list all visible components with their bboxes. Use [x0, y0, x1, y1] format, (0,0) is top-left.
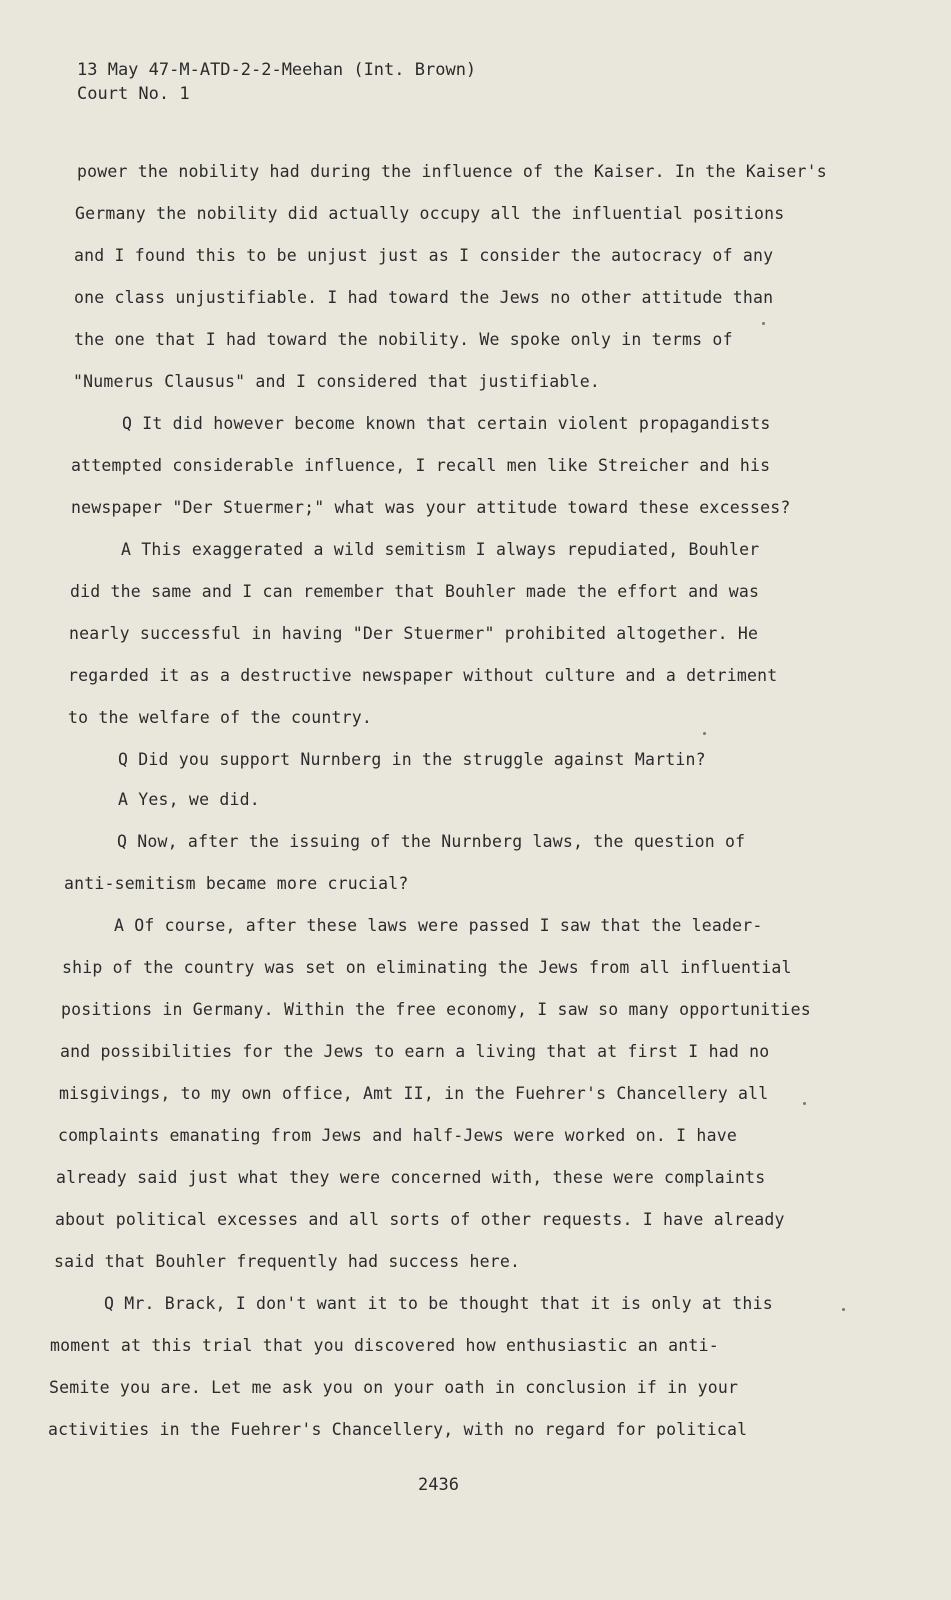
paper-speck	[703, 732, 706, 735]
transcript-line: and I found this to be unjust just as I consider the autocracy of any	[74, 246, 774, 265]
transcript-line: A This exaggerated a wild semitism I always repudiated, Bouhler	[121, 540, 760, 559]
transcript-line: to the welfare of the country.	[68, 708, 373, 727]
transcript-line: Q Did you support Nurnberg in the struggle against Martin?	[118, 750, 706, 769]
transcript-line: regarded it as a destructive newspaper without culture and a detriment	[68, 666, 778, 685]
transcript-line: ship of the country was set on eliminating the Jews from all influential	[62, 958, 792, 977]
transcript-line: Germany the nobility did actually occupy all the influential positions	[75, 204, 785, 223]
transcript-line: attempted considerable influence, I recall men like Streicher and his	[71, 456, 771, 475]
header-line-2: Court No. 1	[77, 84, 190, 104]
transcript-line: and possibilities for the Jews to earn a living that at first I had no	[60, 1042, 770, 1061]
transcript-line: nearly successful in having "Der Stuermer" prohibited altogether. He	[69, 624, 759, 643]
paper-speck	[803, 1102, 806, 1105]
transcript-line: A Yes, we did.	[118, 790, 260, 809]
transcript-line: the one that I had toward the nobility. We spoke only in terms of	[74, 330, 733, 349]
transcript-line: complaints emanating from Jews and half-Jews were worked on. I have	[58, 1126, 737, 1145]
transcript-line: anti-semitism became more crucial?	[64, 874, 409, 893]
transcript-line: newspaper "Der Stuermer;" what was your attitude toward these excesses?	[71, 498, 791, 517]
transcript-line: did the same and I can remember that Bouhler made the effort and was	[70, 582, 760, 601]
transcript-line: Q It did however become known that certain violent propagandists	[122, 414, 771, 433]
paper-speck	[842, 1308, 845, 1311]
transcript-line: one class unjustifiable. I had toward the Jews no other attitude than	[74, 288, 774, 307]
page-number: 2436	[418, 1475, 459, 1495]
transcript-line: misgivings, to my own office, Amt II, in the Fuehrer's Chancellery all	[59, 1084, 769, 1103]
paper-speck	[762, 322, 765, 325]
transcript-line: A Of course, after these laws were passed I saw that the leader-	[114, 916, 763, 935]
transcript-line: Q Mr. Brack, I don't want it to be thought that it is only at this	[104, 1294, 773, 1313]
header-line-1: 13 May 47-M-ATD-2-2-Meehan (Int. Brown)	[77, 60, 477, 80]
transcript-line: moment at this trial that you discovered how enthusiastic an anti-	[50, 1336, 719, 1355]
transcript-line: positions in Germany. Within the free economy, I saw so many opportunities	[61, 1000, 811, 1019]
transcript-line: power the nobility had during the influence of the Kaiser. In the Kaiser's	[77, 162, 827, 181]
transcript-line: about political excesses and all sorts of other requests. I have already	[55, 1210, 785, 1229]
transcript-line: said that Bouhler frequently had success here.	[54, 1252, 521, 1271]
transcript-line: "Numerus Clausus" and I considered that justifiable.	[73, 372, 600, 391]
transcript-line: activities in the Fuehrer's Chancellery, with no regard for political	[48, 1420, 748, 1439]
transcript-line: already said just what they were concerned with, these were complaints	[56, 1168, 766, 1187]
transcript-line: Semite you are. Let me ask you on your oath in conclusion if in your	[49, 1378, 739, 1397]
transcript-line: Q Now, after the issuing of the Nurnberg laws, the question of	[117, 832, 746, 851]
